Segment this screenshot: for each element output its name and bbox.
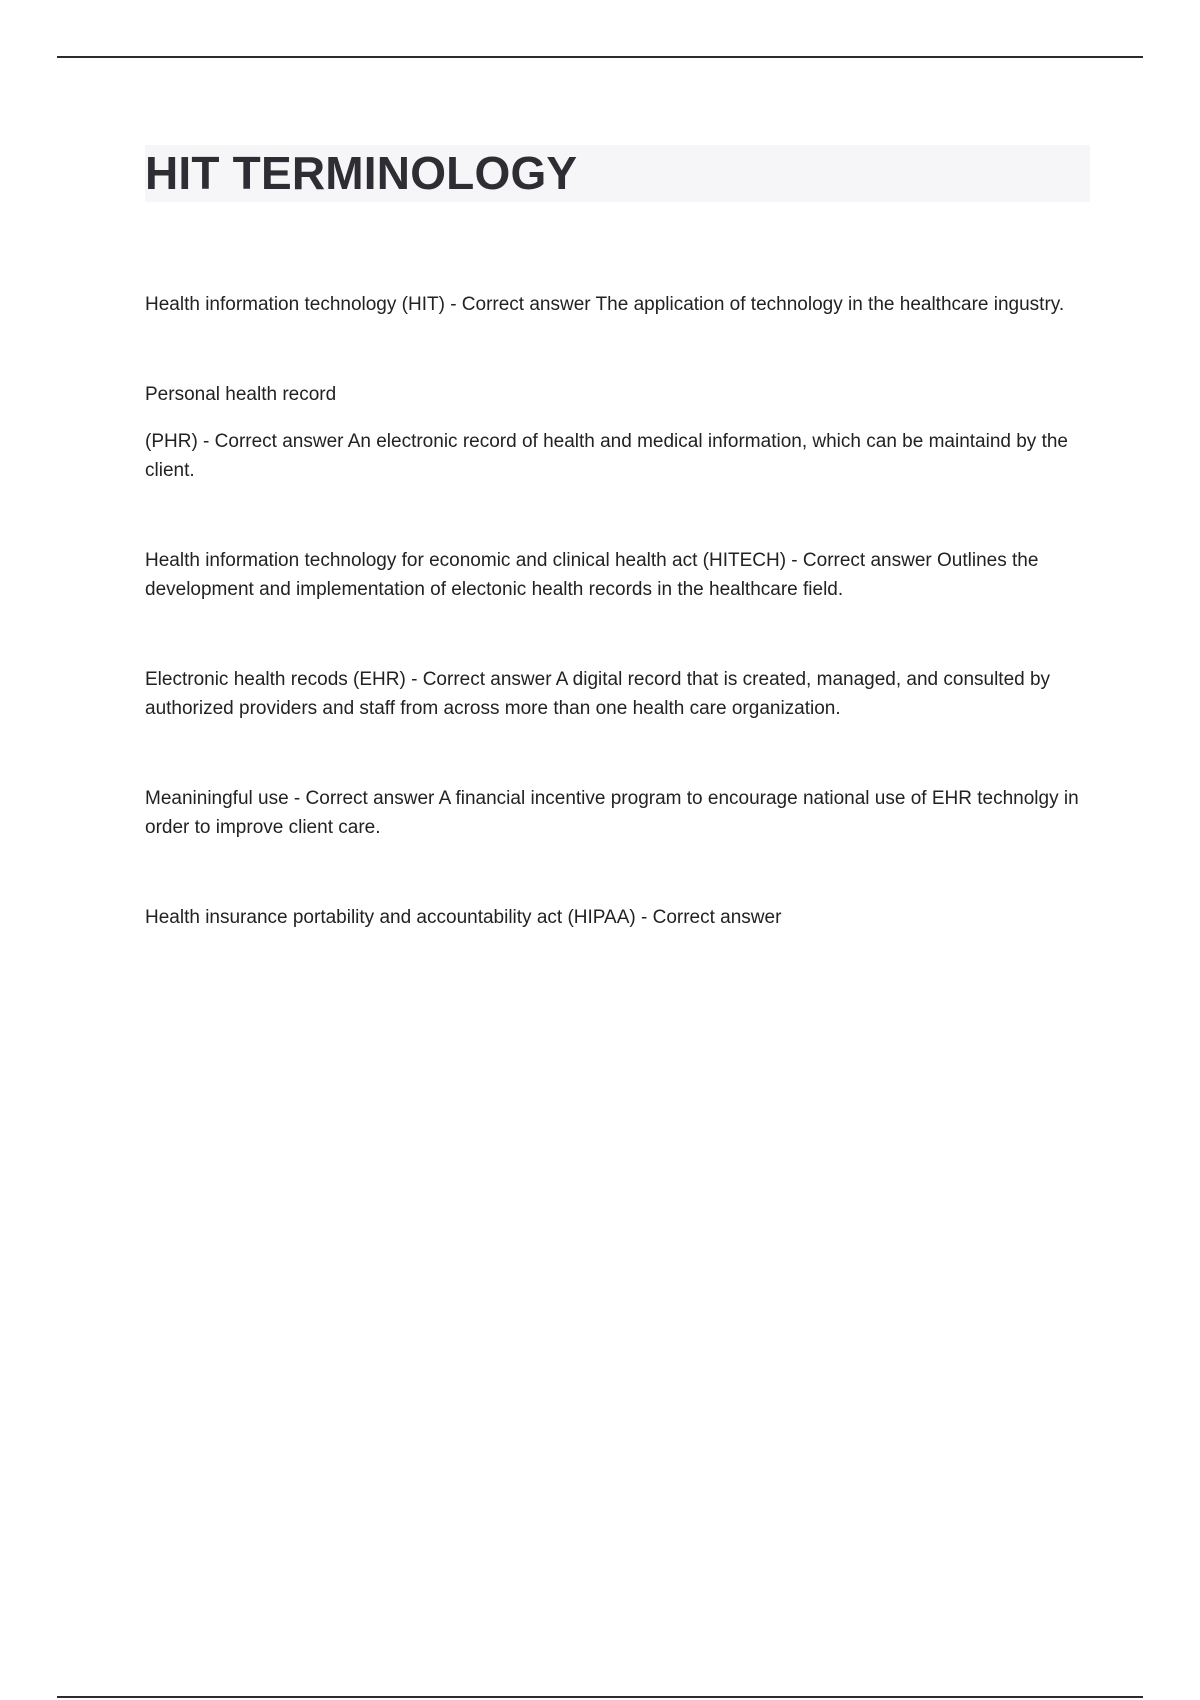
entry-meaningful-use: Meaniningful use - Correct answer A financial incentive program to encourage national use of EHR technolgy in order to improve client care. — [145, 788, 1079, 838]
entry-phr: (PHR) - Correct answer An electronic record of health and medical information, which can be maintaind by the client. — [145, 431, 1068, 481]
bottom-divider — [57, 1696, 1143, 1698]
page-title: HIT TERMINOLOGY — [145, 147, 578, 199]
entry-hit: Health information technology (HIT) - Correct answer The application of technology in the healthcare ingustry. — [145, 294, 1065, 315]
top-divider — [57, 56, 1143, 58]
entry-ehr: Electronic health recods (EHR) - Correct answer A digital record that is created, managed, and consulted by authorized providers and staff from across more than one health care organization. — [145, 669, 1051, 719]
entry-hipaa: Health insurance portability and accountability act (HIPAA) - Correct answer — [145, 907, 782, 928]
document-body — [145, 290, 1085, 932]
entry-hitech: Health information technology for economic and clinical health act (HITECH) - Correct answer Outlines the development and implementation of electonic health records in the healthcare field. — [145, 550, 1039, 600]
entry-phr-heading: Personal health record — [145, 384, 337, 405]
